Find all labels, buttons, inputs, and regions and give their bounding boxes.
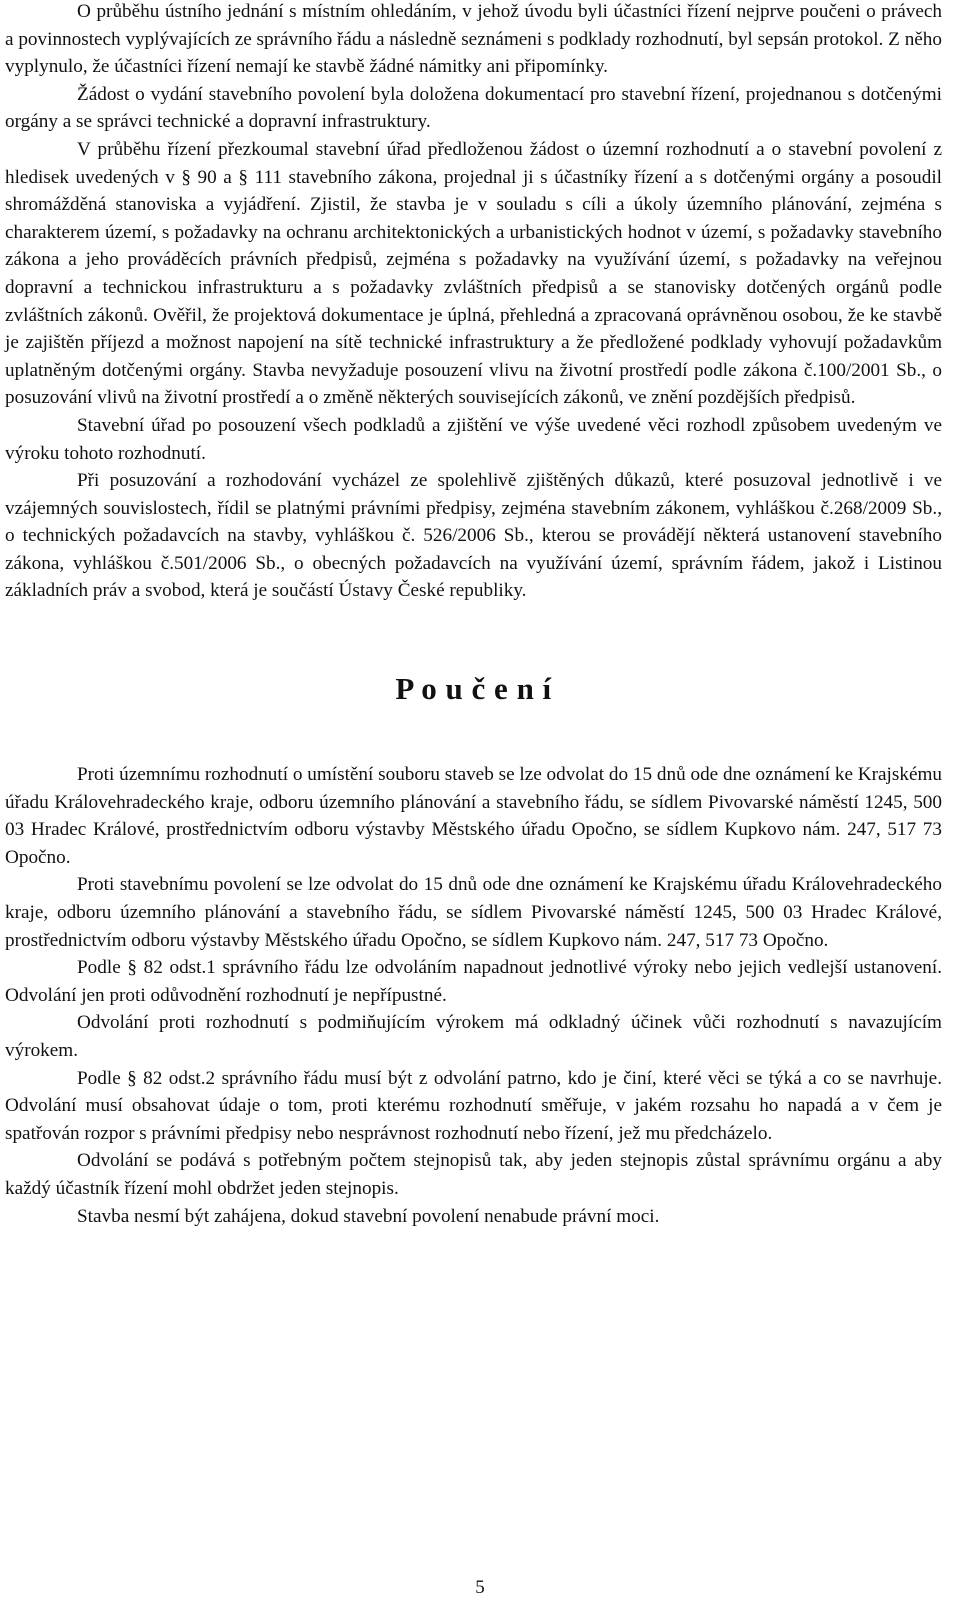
instruction-paragraph: Podle § 82 odst.2 správního řádu musí být z odvolání patrno, kdo je činí, které věci se týká a co se navrhuje. Odvolání musí obsahovat údaje o tom, proti kterému rozhodnutí směřuje, v jakém rozsahu ho napadá a v čem je spatřován rozpor s právními předpisy nebo nesprávnost rozhodnutí nebo řízení, jež mu předcházelo. (5, 1067, 942, 1144)
page-number: 5 (475, 1577, 485, 1598)
instruction-paragraph: Proti stavebnímu povolení se lze odvolat do 15 dnů ode dne oznámení ke Krajskému úřadu Královehradeckého kraje, odboru územního plánování a stavebního řádu, se sídlem Pivovarské náměstí 1245, 500 03 Hradec Králové, prostřednictvím odboru výstavby Městského úřadu Opočno, se sídlem Kupkovo nám. 247, 517 73 Opočno. (5, 874, 942, 951)
instruction-paragraph: Odvolání se podává s potřebným počtem stejnopisů tak, aby jeden stejnopis zůstal správnímu orgánu a aby každý účastník řízení mohl obdržet jeden stejnopis. (5, 1150, 942, 1199)
instruction-paragraph: Proti územnímu rozhodnutí o umístění souboru staveb se lze odvolat do 15 dnů ode dne oznámení ke Krajskému úřadu Královehradeckého kraje, odboru územního plánování a stavebního řádu, se sídlem Pivovarské náměstí 1245, 500 03 Hradec Králové, prostřednictvím odboru výstavby Městského úřadu Opočno, se sídlem Kupkovo nám. 247, 517 73 Opočno. (5, 764, 942, 868)
instruction-paragraph: Odvolání proti rozhodnutí s podmiňujícím výrokem má odkladný účinek vůči rozhodnutí s navazujícím výrokem. (5, 1012, 942, 1061)
reasoning-paragraph: Při posuzování a rozhodování vycházel ze spolehlivě zjištěných důkazů, které posuzoval jednotlivě i ve vzájemných souvislostech, řídil se platnými právními předpisy, zejména stavebním zákonem, vyhláškou č.268/2009 Sb., o technických požadavcích na stavby, vyhláškou č. 526/2006 Sb., kterou se provádějí některá ustanovení stavebního zákona, vyhláškou č.501/2006 Sb., o obecných požadavcích na využívání území, správním řádem, jakož i Listinou základních práv a svobod, která je součástí Ústavy České republiky. (5, 470, 942, 602)
reasoning-paragraph: V průběhu řízení přezkoumal stavební úřad předloženou žádost o územní rozhodnutí a o stavební povolení z hledisek uvedených v § 90 a § 111 stavebního zákona, projednal ji s účastníky řízení a s dotčenými orgány a posoudil shromážděná stanoviska a vyjádření. Zjistil, že stavba je v souladu s cíli a úkoly územního plánování, zejména s charakterem území, s požadavky na ochranu architektonických a urbanistických hodnot v území, s požadavky stavebního zákona a jeho prováděcích právních předpisů, zejména s požadavky na využívání území, s požadavky na veřejnou dopravní a technickou infrastrukturu a s požadavky zvláštních předpisů a se stanovisky dotčených orgánů podle zvláštních zákonů. Ověřil, že projektová dokumentace je úplná, přehledná a zpracovaná oprávněnou osobou, že ke stavbě je zajištěn příjezd a možnost napojení na sítě technické infrastruktury a že předložené podklady vyhovují požadavkům uplatněným dotčenými orgány. Stavba nevyžaduje posouzení vlivu na životní prostředí podle zákona č.100/2001 Sb., o posuzování vlivů na životní prostředí a o změně některých souvisejících zákonů, ve znění pozdějších předpisů. (5, 138, 942, 409)
instruction-section (5, 761, 942, 1230)
instruction-paragraph: Stavba nesmí být zahájena, dokud stavební povolení nenabude právní moci. (77, 1205, 660, 1227)
reasoning-paragraph: Stavební úřad po posouzení všech podkladů a zjištění ve výše uvedené věci rozhodl způsobem uvedeným ve výroku tohoto rozhodnutí. (5, 414, 942, 464)
reasoning-paragraph: O průběhu ústního jednání s místním ohledáním, v jehož úvodu byli účastníci řízení nejprve poučeni o právech a povinnostech vyplývajících ze správního řádu a následně seznámeni s podklady rozhodnutí, byl sepsán protokol. Z něho vyplynulo, že účastníci řízení nemají ke stavbě žádné námitky ani připomínky. (5, 1, 942, 78)
instruction-paragraph: Podle § 82 odst.1 správního řádu lze odvoláním napadnout jednotlivé výroky nebo jejich vedlejší ustanovení. Odvolání jen proti odůvodnění rozhodnutí je nepřípustné. (5, 957, 942, 1006)
reasoning-section (5, 0, 942, 605)
reasoning-paragraph: Žádost o vydání stavebního povolení byla doložena dokumentací pro stavební řízení, projednanou s dotčenými orgány a se správci technické a dopravní infrastruktury. (5, 83, 942, 133)
instruction-heading: P o u č e n í (395, 671, 552, 707)
